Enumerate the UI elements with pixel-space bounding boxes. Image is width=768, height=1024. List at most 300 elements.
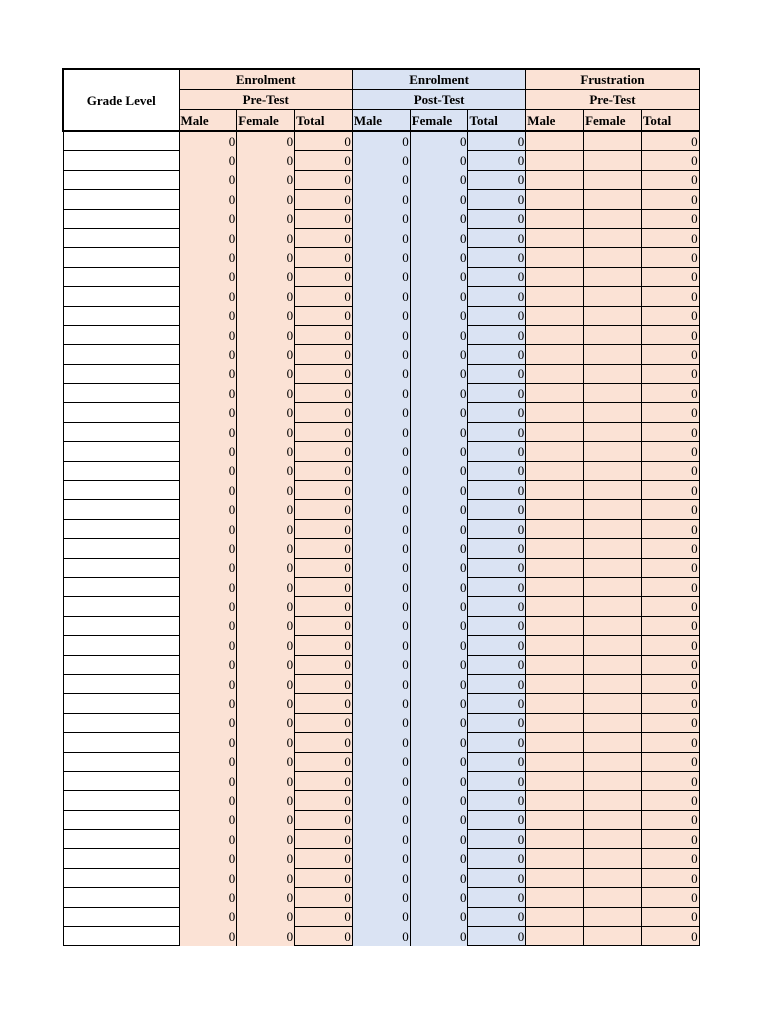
frust-pre-male-cell[interactable] — [526, 849, 584, 868]
enrol-post-male-cell[interactable]: 0 — [352, 810, 410, 829]
enrol-post-female-cell[interactable]: 0 — [410, 791, 468, 810]
enrol-post-female-cell[interactable]: 0 — [410, 907, 468, 926]
enrol-pre-total-cell[interactable]: 0 — [295, 539, 353, 558]
enrol-post-total-cell[interactable]: 0 — [468, 500, 526, 519]
enrol-post-female-cell[interactable]: 0 — [410, 306, 468, 325]
frust-pre-male-cell[interactable] — [526, 558, 584, 577]
frust-pre-total-cell[interactable]: 0 — [641, 694, 699, 713]
enrol-pre-female-cell[interactable]: 0 — [237, 927, 295, 946]
enrol-pre-male-cell[interactable]: 0 — [179, 228, 237, 247]
enrol-post-male-cell[interactable]: 0 — [352, 733, 410, 752]
enrol-post-total-cell[interactable]: 0 — [468, 209, 526, 228]
enrol-post-female-cell[interactable]: 0 — [410, 151, 468, 170]
enrol-pre-total-cell[interactable]: 0 — [295, 791, 353, 810]
frust-pre-total-cell[interactable]: 0 — [641, 888, 699, 907]
frust-pre-total-cell[interactable]: 0 — [641, 927, 699, 946]
frust-pre-male-cell[interactable] — [526, 500, 584, 519]
enrol-post-female-cell[interactable]: 0 — [410, 345, 468, 364]
enrol-post-male-cell[interactable]: 0 — [352, 267, 410, 286]
frust-pre-male-cell[interactable] — [526, 791, 584, 810]
enrol-pre-total-cell[interactable]: 0 — [295, 461, 353, 480]
enrol-pre-total-cell[interactable]: 0 — [295, 267, 353, 286]
enrol-pre-female-cell[interactable]: 0 — [237, 403, 295, 422]
enrol-pre-male-cell[interactable]: 0 — [179, 888, 237, 907]
enrol-post-female-cell[interactable]: 0 — [410, 558, 468, 577]
frust-pre-total-cell[interactable]: 0 — [641, 791, 699, 810]
enrol-post-total-cell[interactable]: 0 — [468, 267, 526, 286]
enrol-post-total-cell[interactable]: 0 — [468, 868, 526, 887]
enrol-post-male-cell[interactable]: 0 — [352, 616, 410, 635]
frust-pre-male-cell[interactable] — [526, 422, 584, 441]
enrol-pre-male-cell[interactable]: 0 — [179, 209, 237, 228]
frust-pre-male-cell[interactable] — [526, 384, 584, 403]
grade-level-cell[interactable] — [63, 636, 179, 655]
enrol-pre-female-cell[interactable]: 0 — [237, 907, 295, 926]
enrol-pre-total-cell[interactable]: 0 — [295, 384, 353, 403]
grade-level-cell[interactable] — [63, 228, 179, 247]
enrol-pre-female-cell[interactable]: 0 — [237, 597, 295, 616]
enrol-post-male-cell[interactable]: 0 — [352, 558, 410, 577]
enrol-post-male-cell[interactable]: 0 — [352, 791, 410, 810]
enrol-post-female-cell[interactable]: 0 — [410, 597, 468, 616]
frust-pre-female-cell[interactable] — [584, 616, 642, 635]
grade-level-cell[interactable] — [63, 713, 179, 732]
frust-pre-female-cell[interactable] — [584, 733, 642, 752]
grade-level-cell[interactable] — [63, 539, 179, 558]
enrol-pre-male-cell[interactable]: 0 — [179, 131, 237, 151]
enrol-pre-total-cell[interactable]: 0 — [295, 849, 353, 868]
frust-pre-total-cell[interactable]: 0 — [641, 306, 699, 325]
enrol-post-male-cell[interactable]: 0 — [352, 403, 410, 422]
enrol-pre-female-cell[interactable]: 0 — [237, 209, 295, 228]
enrol-post-total-cell[interactable]: 0 — [468, 403, 526, 422]
enrol-pre-female-cell[interactable]: 0 — [237, 190, 295, 209]
enrol-pre-total-cell[interactable]: 0 — [295, 190, 353, 209]
enrol-pre-female-cell[interactable]: 0 — [237, 674, 295, 693]
enrol-post-total-cell[interactable]: 0 — [468, 384, 526, 403]
frust-pre-male-cell[interactable] — [526, 927, 584, 946]
enrol-post-total-cell[interactable]: 0 — [468, 228, 526, 247]
enrol-pre-female-cell[interactable]: 0 — [237, 461, 295, 480]
enrol-pre-total-cell[interactable]: 0 — [295, 830, 353, 849]
enrol-post-total-cell[interactable]: 0 — [468, 597, 526, 616]
enrol-post-male-cell[interactable]: 0 — [352, 636, 410, 655]
enrol-pre-male-cell[interactable]: 0 — [179, 190, 237, 209]
enrol-post-female-cell[interactable]: 0 — [410, 733, 468, 752]
enrol-post-total-cell[interactable]: 0 — [468, 927, 526, 946]
enrol-pre-total-cell[interactable]: 0 — [295, 694, 353, 713]
frust-pre-total-cell[interactable]: 0 — [641, 209, 699, 228]
grade-level-cell[interactable] — [63, 267, 179, 286]
frust-pre-male-cell[interactable] — [526, 170, 584, 189]
enrol-post-female-cell[interactable]: 0 — [410, 131, 468, 151]
frust-pre-total-cell[interactable]: 0 — [641, 577, 699, 596]
enrol-post-total-cell[interactable]: 0 — [468, 131, 526, 151]
enrol-pre-male-cell[interactable]: 0 — [179, 791, 237, 810]
enrol-post-total-cell[interactable]: 0 — [468, 655, 526, 674]
frust-pre-female-cell[interactable] — [584, 228, 642, 247]
enrol-post-male-cell[interactable]: 0 — [352, 384, 410, 403]
enrol-pre-male-cell[interactable]: 0 — [179, 558, 237, 577]
frust-pre-male-cell[interactable] — [526, 267, 584, 286]
frust-pre-female-cell[interactable] — [584, 674, 642, 693]
frust-pre-total-cell[interactable]: 0 — [641, 422, 699, 441]
enrol-pre-female-cell[interactable]: 0 — [237, 733, 295, 752]
enrol-pre-total-cell[interactable]: 0 — [295, 131, 353, 151]
grade-level-cell[interactable] — [63, 345, 179, 364]
enrol-pre-female-cell[interactable]: 0 — [237, 810, 295, 829]
frust-pre-male-cell[interactable] — [526, 131, 584, 151]
grade-level-cell[interactable] — [63, 888, 179, 907]
frust-pre-total-cell[interactable]: 0 — [641, 481, 699, 500]
enrol-pre-total-cell[interactable]: 0 — [295, 558, 353, 577]
enrol-pre-total-cell[interactable]: 0 — [295, 325, 353, 344]
enrol-pre-male-cell[interactable]: 0 — [179, 248, 237, 267]
enrol-post-male-cell[interactable]: 0 — [352, 868, 410, 887]
enrol-post-male-cell[interactable]: 0 — [352, 422, 410, 441]
enrol-pre-male-cell[interactable]: 0 — [179, 267, 237, 286]
enrol-pre-total-cell[interactable]: 0 — [295, 209, 353, 228]
enrol-pre-total-cell[interactable]: 0 — [295, 597, 353, 616]
frust-pre-male-cell[interactable] — [526, 674, 584, 693]
enrol-post-male-cell[interactable]: 0 — [352, 907, 410, 926]
enrol-pre-total-cell[interactable]: 0 — [295, 519, 353, 538]
enrol-post-female-cell[interactable]: 0 — [410, 267, 468, 286]
enrol-post-total-cell[interactable]: 0 — [468, 771, 526, 790]
frust-pre-female-cell[interactable] — [584, 888, 642, 907]
enrol-post-male-cell[interactable]: 0 — [352, 325, 410, 344]
frust-pre-female-cell[interactable] — [584, 868, 642, 887]
enrol-pre-female-cell[interactable]: 0 — [237, 131, 295, 151]
enrol-post-female-cell[interactable]: 0 — [410, 810, 468, 829]
frust-pre-female-cell[interactable] — [584, 694, 642, 713]
frust-pre-male-cell[interactable] — [526, 364, 584, 383]
enrol-post-total-cell[interactable]: 0 — [468, 190, 526, 209]
enrol-pre-male-cell[interactable]: 0 — [179, 868, 237, 887]
enrol-post-total-cell[interactable]: 0 — [468, 791, 526, 810]
enrol-post-male-cell[interactable]: 0 — [352, 131, 410, 151]
frust-pre-male-cell[interactable] — [526, 810, 584, 829]
grade-level-cell[interactable] — [63, 577, 179, 596]
grade-level-cell[interactable] — [63, 500, 179, 519]
frust-pre-female-cell[interactable] — [584, 306, 642, 325]
frust-pre-female-cell[interactable] — [584, 752, 642, 771]
grade-level-cell[interactable] — [63, 791, 179, 810]
enrol-pre-total-cell[interactable]: 0 — [295, 616, 353, 635]
enrol-pre-female-cell[interactable]: 0 — [237, 577, 295, 596]
enrol-post-female-cell[interactable]: 0 — [410, 888, 468, 907]
enrol-pre-female-cell[interactable]: 0 — [237, 442, 295, 461]
frust-pre-total-cell[interactable]: 0 — [641, 519, 699, 538]
frust-pre-female-cell[interactable] — [584, 519, 642, 538]
frust-pre-total-cell[interactable]: 0 — [641, 442, 699, 461]
enrol-post-female-cell[interactable]: 0 — [410, 190, 468, 209]
frust-pre-female-cell[interactable] — [584, 384, 642, 403]
enrol-post-total-cell[interactable]: 0 — [468, 830, 526, 849]
enrol-post-total-cell[interactable]: 0 — [468, 519, 526, 538]
enrol-post-male-cell[interactable]: 0 — [352, 248, 410, 267]
frust-pre-female-cell[interactable] — [584, 810, 642, 829]
enrol-pre-male-cell[interactable]: 0 — [179, 907, 237, 926]
enrol-pre-total-cell[interactable]: 0 — [295, 888, 353, 907]
grade-level-cell[interactable] — [63, 733, 179, 752]
enrol-post-male-cell[interactable]: 0 — [352, 461, 410, 480]
frust-pre-total-cell[interactable]: 0 — [641, 384, 699, 403]
grade-level-cell[interactable] — [63, 364, 179, 383]
enrol-post-total-cell[interactable]: 0 — [468, 616, 526, 635]
frust-pre-female-cell[interactable] — [584, 267, 642, 286]
frust-pre-female-cell[interactable] — [584, 442, 642, 461]
frust-pre-female-cell[interactable] — [584, 131, 642, 151]
enrol-pre-male-cell[interactable]: 0 — [179, 674, 237, 693]
enrol-pre-total-cell[interactable]: 0 — [295, 752, 353, 771]
frust-pre-male-cell[interactable] — [526, 442, 584, 461]
enrol-pre-male-cell[interactable]: 0 — [179, 403, 237, 422]
enrol-post-total-cell[interactable]: 0 — [468, 287, 526, 306]
frust-pre-male-cell[interactable] — [526, 519, 584, 538]
enrol-post-female-cell[interactable]: 0 — [410, 577, 468, 596]
frust-pre-total-cell[interactable]: 0 — [641, 403, 699, 422]
enrol-pre-male-cell[interactable]: 0 — [179, 597, 237, 616]
enrol-pre-female-cell[interactable]: 0 — [237, 791, 295, 810]
frust-pre-female-cell[interactable] — [584, 248, 642, 267]
frust-pre-female-cell[interactable] — [584, 907, 642, 926]
enrol-pre-total-cell[interactable]: 0 — [295, 306, 353, 325]
enrol-pre-total-cell[interactable]: 0 — [295, 170, 353, 189]
enrol-pre-total-cell[interactable]: 0 — [295, 636, 353, 655]
enrol-post-total-cell[interactable]: 0 — [468, 713, 526, 732]
enrol-post-male-cell[interactable]: 0 — [352, 830, 410, 849]
enrol-post-female-cell[interactable]: 0 — [410, 655, 468, 674]
frust-pre-male-cell[interactable] — [526, 713, 584, 732]
enrol-post-male-cell[interactable]: 0 — [352, 287, 410, 306]
enrol-post-total-cell[interactable]: 0 — [468, 888, 526, 907]
enrol-post-total-cell[interactable]: 0 — [468, 422, 526, 441]
enrol-pre-female-cell[interactable]: 0 — [237, 151, 295, 170]
enrol-pre-male-cell[interactable]: 0 — [179, 752, 237, 771]
enrol-post-total-cell[interactable]: 0 — [468, 364, 526, 383]
enrol-post-total-cell[interactable]: 0 — [468, 481, 526, 500]
enrol-post-female-cell[interactable]: 0 — [410, 713, 468, 732]
enrol-pre-female-cell[interactable]: 0 — [237, 868, 295, 887]
enrol-pre-total-cell[interactable]: 0 — [295, 771, 353, 790]
frust-pre-male-cell[interactable] — [526, 636, 584, 655]
grade-level-cell[interactable] — [63, 287, 179, 306]
frust-pre-total-cell[interactable]: 0 — [641, 170, 699, 189]
enrol-pre-total-cell[interactable]: 0 — [295, 422, 353, 441]
enrol-pre-female-cell[interactable]: 0 — [237, 558, 295, 577]
enrol-post-total-cell[interactable]: 0 — [468, 306, 526, 325]
enrol-pre-male-cell[interactable]: 0 — [179, 519, 237, 538]
enrol-post-female-cell[interactable]: 0 — [410, 616, 468, 635]
frust-pre-female-cell[interactable] — [584, 655, 642, 674]
enrol-pre-total-cell[interactable]: 0 — [295, 442, 353, 461]
frust-pre-female-cell[interactable] — [584, 422, 642, 441]
grade-level-cell[interactable] — [63, 481, 179, 500]
frust-pre-female-cell[interactable] — [584, 325, 642, 344]
grade-level-cell[interactable] — [63, 810, 179, 829]
frust-pre-male-cell[interactable] — [526, 888, 584, 907]
enrol-post-female-cell[interactable]: 0 — [410, 170, 468, 189]
enrol-pre-female-cell[interactable]: 0 — [237, 636, 295, 655]
enrol-pre-total-cell[interactable]: 0 — [295, 345, 353, 364]
frust-pre-male-cell[interactable] — [526, 287, 584, 306]
frust-pre-female-cell[interactable] — [584, 170, 642, 189]
enrol-pre-male-cell[interactable]: 0 — [179, 170, 237, 189]
enrol-post-female-cell[interactable]: 0 — [410, 849, 468, 868]
frust-pre-female-cell[interactable] — [584, 713, 642, 732]
grade-level-cell[interactable] — [63, 771, 179, 790]
enrol-post-female-cell[interactable]: 0 — [410, 752, 468, 771]
enrol-pre-female-cell[interactable]: 0 — [237, 422, 295, 441]
enrol-pre-male-cell[interactable]: 0 — [179, 422, 237, 441]
enrol-pre-total-cell[interactable]: 0 — [295, 287, 353, 306]
enrol-post-male-cell[interactable]: 0 — [352, 655, 410, 674]
frust-pre-total-cell[interactable]: 0 — [641, 636, 699, 655]
enrol-pre-total-cell[interactable]: 0 — [295, 674, 353, 693]
enrol-post-male-cell[interactable]: 0 — [352, 771, 410, 790]
enrol-pre-female-cell[interactable]: 0 — [237, 771, 295, 790]
frust-pre-male-cell[interactable] — [526, 248, 584, 267]
enrol-post-male-cell[interactable]: 0 — [352, 190, 410, 209]
enrol-post-male-cell[interactable]: 0 — [352, 228, 410, 247]
frust-pre-female-cell[interactable] — [584, 190, 642, 209]
enrol-pre-total-cell[interactable]: 0 — [295, 868, 353, 887]
frust-pre-total-cell[interactable]: 0 — [641, 539, 699, 558]
enrol-post-male-cell[interactable]: 0 — [352, 345, 410, 364]
enrol-post-total-cell[interactable]: 0 — [468, 733, 526, 752]
grade-level-cell[interactable] — [63, 597, 179, 616]
frust-pre-total-cell[interactable]: 0 — [641, 810, 699, 829]
enrol-post-total-cell[interactable]: 0 — [468, 170, 526, 189]
enrol-post-total-cell[interactable]: 0 — [468, 558, 526, 577]
frust-pre-male-cell[interactable] — [526, 752, 584, 771]
grade-level-cell[interactable] — [63, 830, 179, 849]
enrol-pre-female-cell[interactable]: 0 — [237, 306, 295, 325]
enrol-pre-total-cell[interactable]: 0 — [295, 403, 353, 422]
frust-pre-total-cell[interactable]: 0 — [641, 868, 699, 887]
enrol-pre-female-cell[interactable]: 0 — [237, 345, 295, 364]
frust-pre-total-cell[interactable]: 0 — [641, 655, 699, 674]
enrol-post-total-cell[interactable]: 0 — [468, 694, 526, 713]
enrol-post-male-cell[interactable]: 0 — [352, 674, 410, 693]
enrol-post-female-cell[interactable]: 0 — [410, 209, 468, 228]
enrol-pre-female-cell[interactable]: 0 — [237, 713, 295, 732]
enrol-pre-male-cell[interactable]: 0 — [179, 810, 237, 829]
enrol-pre-male-cell[interactable]: 0 — [179, 325, 237, 344]
enrol-post-total-cell[interactable]: 0 — [468, 461, 526, 480]
frust-pre-male-cell[interactable] — [526, 345, 584, 364]
enrol-pre-female-cell[interactable]: 0 — [237, 830, 295, 849]
frust-pre-male-cell[interactable] — [526, 539, 584, 558]
frust-pre-female-cell[interactable] — [584, 364, 642, 383]
enrol-pre-female-cell[interactable]: 0 — [237, 325, 295, 344]
enrol-pre-total-cell[interactable]: 0 — [295, 655, 353, 674]
frust-pre-male-cell[interactable] — [526, 907, 584, 926]
enrol-pre-male-cell[interactable]: 0 — [179, 927, 237, 946]
frust-pre-total-cell[interactable]: 0 — [641, 771, 699, 790]
frust-pre-total-cell[interactable]: 0 — [641, 325, 699, 344]
enrol-post-total-cell[interactable]: 0 — [468, 752, 526, 771]
enrol-pre-male-cell[interactable]: 0 — [179, 151, 237, 170]
enrol-post-female-cell[interactable]: 0 — [410, 461, 468, 480]
enrol-post-male-cell[interactable]: 0 — [352, 927, 410, 946]
enrol-pre-female-cell[interactable]: 0 — [237, 539, 295, 558]
frust-pre-female-cell[interactable] — [584, 771, 642, 790]
enrol-pre-male-cell[interactable]: 0 — [179, 713, 237, 732]
grade-level-cell[interactable] — [63, 442, 179, 461]
frust-pre-female-cell[interactable] — [584, 927, 642, 946]
frust-pre-female-cell[interactable] — [584, 481, 642, 500]
enrol-pre-female-cell[interactable]: 0 — [237, 616, 295, 635]
enrol-post-male-cell[interactable]: 0 — [352, 888, 410, 907]
enrol-pre-male-cell[interactable]: 0 — [179, 771, 237, 790]
enrol-pre-female-cell[interactable]: 0 — [237, 500, 295, 519]
enrol-pre-male-cell[interactable]: 0 — [179, 442, 237, 461]
frust-pre-male-cell[interactable] — [526, 209, 584, 228]
enrol-post-female-cell[interactable]: 0 — [410, 364, 468, 383]
frust-pre-male-cell[interactable] — [526, 694, 584, 713]
enrol-post-female-cell[interactable]: 0 — [410, 228, 468, 247]
enrol-post-female-cell[interactable]: 0 — [410, 442, 468, 461]
enrol-pre-female-cell[interactable]: 0 — [237, 888, 295, 907]
enrol-post-male-cell[interactable]: 0 — [352, 519, 410, 538]
frust-pre-female-cell[interactable] — [584, 849, 642, 868]
enrol-pre-male-cell[interactable]: 0 — [179, 655, 237, 674]
enrol-post-total-cell[interactable]: 0 — [468, 442, 526, 461]
enrol-pre-male-cell[interactable]: 0 — [179, 481, 237, 500]
enrol-pre-male-cell[interactable]: 0 — [179, 461, 237, 480]
enrol-post-female-cell[interactable]: 0 — [410, 519, 468, 538]
frust-pre-female-cell[interactable] — [584, 209, 642, 228]
enrol-pre-male-cell[interactable]: 0 — [179, 306, 237, 325]
enrol-pre-female-cell[interactable]: 0 — [237, 694, 295, 713]
enrol-pre-total-cell[interactable]: 0 — [295, 810, 353, 829]
frust-pre-male-cell[interactable] — [526, 403, 584, 422]
enrol-pre-female-cell[interactable]: 0 — [237, 267, 295, 286]
enrol-pre-male-cell[interactable]: 0 — [179, 287, 237, 306]
grade-level-cell[interactable] — [63, 248, 179, 267]
enrol-post-male-cell[interactable]: 0 — [352, 500, 410, 519]
frust-pre-total-cell[interactable]: 0 — [641, 616, 699, 635]
enrol-pre-male-cell[interactable]: 0 — [179, 345, 237, 364]
enrol-post-female-cell[interactable]: 0 — [410, 868, 468, 887]
grade-level-cell[interactable] — [63, 209, 179, 228]
frust-pre-female-cell[interactable] — [584, 151, 642, 170]
enrol-post-male-cell[interactable]: 0 — [352, 306, 410, 325]
frust-pre-total-cell[interactable]: 0 — [641, 131, 699, 151]
frust-pre-total-cell[interactable]: 0 — [641, 558, 699, 577]
enrol-pre-female-cell[interactable]: 0 — [237, 248, 295, 267]
frust-pre-male-cell[interactable] — [526, 655, 584, 674]
enrol-pre-total-cell[interactable]: 0 — [295, 151, 353, 170]
enrol-post-female-cell[interactable]: 0 — [410, 248, 468, 267]
grade-level-cell[interactable] — [63, 461, 179, 480]
frust-pre-male-cell[interactable] — [526, 733, 584, 752]
enrol-pre-female-cell[interactable]: 0 — [237, 752, 295, 771]
grade-level-cell[interactable] — [63, 558, 179, 577]
grade-level-cell[interactable] — [63, 927, 179, 946]
enrol-post-male-cell[interactable]: 0 — [352, 170, 410, 189]
enrol-pre-male-cell[interactable]: 0 — [179, 384, 237, 403]
grade-level-cell[interactable] — [63, 403, 179, 422]
enrol-post-female-cell[interactable]: 0 — [410, 636, 468, 655]
enrol-pre-male-cell[interactable]: 0 — [179, 539, 237, 558]
frust-pre-female-cell[interactable] — [584, 403, 642, 422]
enrol-post-female-cell[interactable]: 0 — [410, 500, 468, 519]
frust-pre-female-cell[interactable] — [584, 791, 642, 810]
enrol-pre-male-cell[interactable]: 0 — [179, 733, 237, 752]
